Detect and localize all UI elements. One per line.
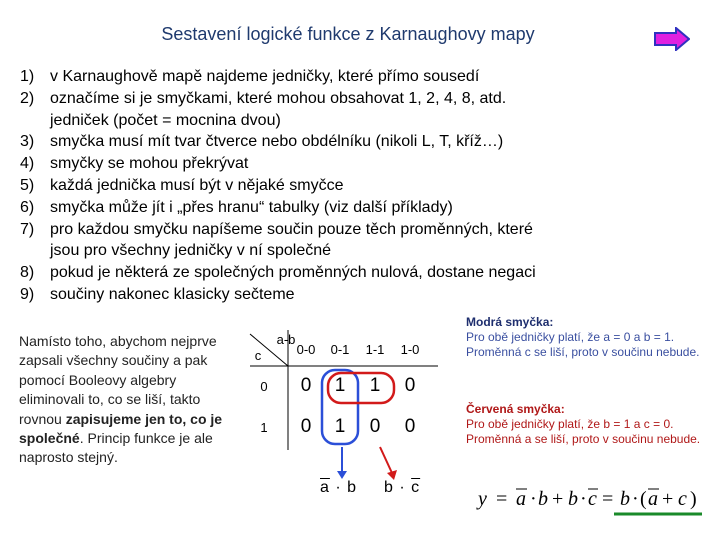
svg-text:b: b [620, 488, 630, 510]
rule-text: každá jednička musí být v nějaké smyčce [50, 176, 344, 194]
rule-number: 9) [20, 285, 35, 303]
rule-item [20, 88, 700, 110]
kmap-cell: 1 [334, 375, 346, 396]
rule-text: jedniček (počet = mocnina dvou) [50, 111, 281, 129]
rule-text: jsou pro všechny jedničky v ní společné [50, 242, 332, 260]
rule-number: 6) [20, 198, 35, 216]
rule-number: 5) [20, 176, 35, 194]
rule-text: součiny nakonec klasicky sečteme [50, 285, 295, 303]
svg-text:b: b [568, 488, 578, 510]
kmap-cell: 0 [404, 375, 416, 396]
kmap-column-header: 0-1 [330, 342, 350, 357]
kmap-row-label: 1 [260, 420, 268, 435]
rule-item [20, 197, 700, 219]
kmap-column-header: 1-0 [400, 342, 420, 357]
kmap-cell: 0 [300, 416, 312, 437]
rule-item [20, 262, 700, 284]
kmap-row-label: 0 [260, 379, 268, 394]
blue-loop-product: $\overline{a} \cdot b$ [320, 479, 358, 496]
kmap-cell: 0 [404, 416, 416, 437]
svg-text:a: a [516, 488, 526, 510]
note-bold: zapisujeme jen to, co je společné [19, 410, 223, 447]
kmap-cell: 0 [300, 375, 312, 396]
svg-text:c: c [678, 488, 687, 510]
rule-item [20, 219, 700, 241]
kmap-corner-top: a-b [276, 332, 296, 347]
rule-number: 8) [20, 264, 35, 282]
kmap-column-header: 0-0 [296, 342, 316, 357]
rule-item [20, 240, 700, 262]
rule-number: 2) [20, 89, 35, 107]
svg-text:=: = [496, 488, 508, 510]
page-title: Sestavení logické funkce z Karnaughovy mapy [161, 24, 535, 44]
rule-item [20, 175, 700, 197]
svg-text:=: = [602, 488, 614, 510]
rule-text: pokud je některá ze společných proměnných nulová, dostane negaci [50, 264, 536, 282]
rule-item [20, 131, 700, 153]
svg-text:·: · [632, 488, 639, 510]
svg-text:·: · [580, 488, 587, 510]
kmap-column-header: 1-1 [365, 342, 385, 357]
rule-item [20, 284, 700, 306]
rule-text: smyčka musí mít tvar čtverce nebo obdélníku (nikoli L, T, kříž…) [50, 133, 504, 151]
red-loop-product: $b \cdot \overline{c}$ [384, 479, 421, 496]
rule-number: 7) [20, 220, 35, 238]
note-paragraph: Namísto toho, abychom nejprve zapsali všechny součiny a pak pomocí Booleovy algebry eliminovali to, co se liší, takto rovnou zapisujeme jen to, co je společné. Princip funkce je ale naprosto stejný. [19, 333, 223, 466]
svg-text:c: c [588, 488, 597, 510]
svg-text:(: ( [640, 488, 647, 510]
right-arrow-icon[interactable] [654, 27, 690, 51]
rule-text: smyčka může jít i „přes hranu“ tabulky (viz další příklady) [50, 198, 453, 216]
kmap-cell: 0 [369, 416, 381, 437]
svg-text:b: b [538, 488, 548, 510]
svg-text:+: + [662, 488, 674, 510]
svg-text:·: · [530, 488, 537, 510]
result-formula [474, 484, 704, 516]
rule-number: 3) [20, 133, 35, 151]
rule-text: v Karnaughově mapě najdeme jedničky, které přímo sousedí [50, 68, 480, 85]
rule-text: pro každou smyčku napíšeme součin pouze těch proměnných, které [50, 220, 533, 238]
karnaugh-map [248, 330, 438, 450]
svg-text:y: y [478, 488, 487, 510]
kmap-cell: 1 [334, 416, 346, 437]
kmap-cell: 1 [369, 375, 381, 396]
rule-item [20, 66, 700, 88]
svg-text:+: + [552, 488, 564, 510]
rule-item [20, 153, 700, 175]
kmap-corner-bottom: c [254, 348, 262, 363]
rule-item [20, 110, 700, 132]
rule-number: 1) [20, 68, 35, 85]
blue-loop-explanation: Modrá smyčka: Pro obě jedničky platí, že a = 0 a b = 1. Proměnná c se liší, proto v součinu nebude. [466, 315, 700, 359]
red-loop-explanation: Červená smyčka: Pro obě jedničky platí, že b = 1 a c = 0. Proměnná a se liší, proto v součinu nebude. [466, 402, 701, 446]
svg-text:a: a [648, 488, 658, 510]
rules-list [20, 66, 700, 306]
rule-number: 4) [20, 155, 35, 173]
rule-text: označíme si je smyčkami, které mohou obsahovat 1, 2, 4, 8, atd. [50, 89, 507, 107]
rule-text: smyčky se mohou překrývat [50, 155, 249, 173]
svg-text:): ) [690, 488, 697, 510]
